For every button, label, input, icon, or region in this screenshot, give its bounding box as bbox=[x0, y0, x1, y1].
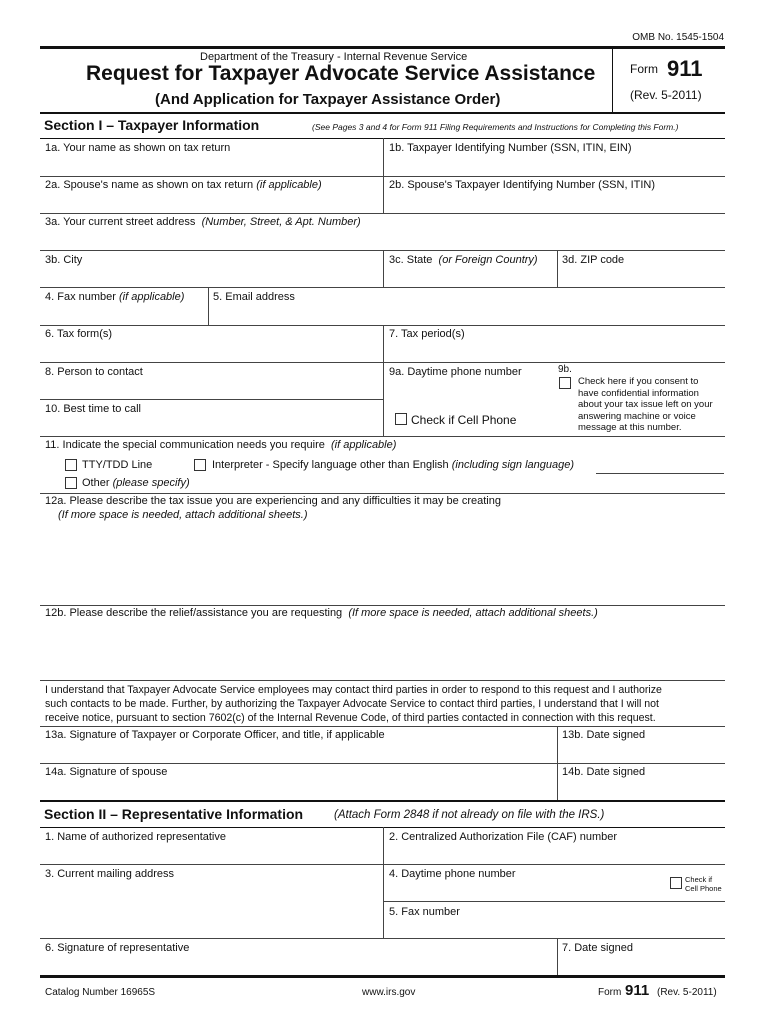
contact-person-input[interactable] bbox=[40, 378, 383, 398]
rep-field-1-label: 1. Name of authorized representative bbox=[45, 831, 226, 843]
rep-address-input[interactable] bbox=[40, 882, 383, 937]
field-5-label: 5. Email address bbox=[213, 291, 295, 303]
rep-phone-input[interactable] bbox=[384, 882, 664, 900]
rep-cell-phone-label: Check if Cell Phone bbox=[685, 875, 722, 893]
divider bbox=[40, 726, 725, 727]
third-party-consent: I understand that Taxpayer Advocate Service employees may contact third parties in order to respond to this request and I authorize such contacts to be made. Further, by authorizing the Taxpayer Advocate Service to contact third parties, I understand that I will not receive notice, pursuant to section 7602(c) of the Internal Revenue Code, of third parties contacted in connection with this request. bbox=[45, 684, 662, 724]
field-3b-label: 3b. City bbox=[45, 254, 83, 266]
spouse-name-input[interactable] bbox=[40, 192, 383, 212]
form-number: 911 bbox=[667, 56, 703, 81]
divider bbox=[40, 800, 725, 802]
field-2b-label: 2b. Spouse's Taxpayer Identifying Number (SSN, ITIN) bbox=[389, 179, 656, 191]
field-1a-label: 1a. Your name as shown on tax return bbox=[45, 142, 231, 154]
section-2-note: (Attach Form 2848 if not already on file with the IRS.) bbox=[334, 809, 605, 821]
footer-revision: (Rev. 5-2011) bbox=[657, 987, 717, 998]
divider bbox=[383, 250, 384, 287]
field-6-label: 6. Tax form(s) bbox=[45, 328, 113, 340]
field-3c-label: 3c. State (or Foreign Country) bbox=[389, 254, 538, 266]
field-3d-label: 3d. ZIP code bbox=[562, 254, 625, 266]
divider bbox=[40, 493, 725, 494]
spouse-signature-field[interactable] bbox=[40, 780, 556, 799]
divider bbox=[40, 436, 725, 437]
consent-checkbox[interactable] bbox=[559, 377, 571, 389]
form-subtitle: (And Application for Taxpayer Assistance Order) bbox=[155, 91, 501, 108]
cell-phone-label: Check if Cell Phone bbox=[411, 413, 517, 427]
divider bbox=[40, 399, 383, 400]
rep-field-4-label: 4. Daytime phone number bbox=[389, 868, 516, 880]
section-1-title: Section I – Taxpayer Information bbox=[44, 117, 260, 133]
zip-input[interactable] bbox=[558, 267, 725, 287]
other-label: Other (please specify) bbox=[82, 477, 190, 489]
divider bbox=[40, 287, 725, 288]
divider bbox=[40, 362, 725, 363]
footer-form-word: Form bbox=[598, 987, 622, 998]
tty-label: TTY/TDD Line bbox=[82, 459, 153, 471]
divider bbox=[557, 938, 558, 975]
field-7-label: 7. Tax period(s) bbox=[389, 328, 465, 340]
rep-field-6-label: 6. Signature of representative bbox=[45, 942, 190, 954]
other-checkbox[interactable] bbox=[65, 477, 77, 489]
divider bbox=[40, 46, 725, 49]
field-3a-label: 3a. Your current street address (Number, Street, & Apt. Number) bbox=[45, 216, 361, 228]
field-9b-label: 9b. bbox=[558, 364, 572, 375]
divider bbox=[40, 763, 725, 764]
divider bbox=[40, 176, 725, 177]
divider bbox=[40, 864, 725, 865]
email-input[interactable] bbox=[209, 304, 725, 324]
name-input[interactable] bbox=[40, 155, 383, 175]
cell-phone-checkbox[interactable] bbox=[395, 413, 407, 425]
field-13b-label: 13b. Date signed bbox=[562, 729, 646, 741]
spouse-date-input[interactable] bbox=[558, 780, 725, 799]
rep-field-7-label: 7. Date signed bbox=[562, 942, 633, 954]
interpreter-checkbox[interactable] bbox=[194, 459, 206, 471]
field-9a-label: 9a. Daytime phone number bbox=[389, 366, 522, 378]
interpreter-label: Interpreter - Specify language other than English (including sign language) bbox=[212, 459, 575, 471]
tty-checkbox[interactable] bbox=[65, 459, 77, 471]
tax-issue-textarea[interactable] bbox=[40, 523, 725, 603]
field-11-label: 11. Indicate the special communication needs you require (if applicable) bbox=[45, 439, 397, 451]
caf-number-input[interactable] bbox=[384, 844, 725, 863]
spouse-tin-input[interactable] bbox=[384, 192, 725, 212]
divider bbox=[40, 975, 725, 978]
form-title: Request for Taxpayer Advocate Service Assistance bbox=[86, 62, 596, 85]
city-input[interactable] bbox=[40, 267, 383, 287]
field-14b-label: 14b. Date signed bbox=[562, 766, 646, 778]
divider bbox=[40, 605, 725, 606]
rep-signature-field[interactable] bbox=[40, 955, 556, 974]
consent-text: Check here if you consent to have confidential information about your tax issue left on your answering machine or voice message at this number. bbox=[578, 376, 713, 433]
best-time-input[interactable] bbox=[40, 415, 383, 435]
form-word: Form bbox=[630, 62, 658, 76]
field-14a-label: 14a. Signature of spouse bbox=[45, 766, 168, 778]
field-2a-label: 2a. Spouse's name as shown on tax return (if applicable) bbox=[45, 179, 322, 191]
rep-fax-input[interactable] bbox=[384, 919, 725, 937]
field-10-label: 10. Best time to call bbox=[45, 403, 141, 415]
street-address-input[interactable] bbox=[40, 229, 725, 249]
field-8-label: 8. Person to contact bbox=[45, 366, 143, 378]
section-2-title: Section II – Representative Information bbox=[44, 806, 304, 822]
language-input[interactable] bbox=[596, 458, 724, 474]
taxpayer-signature-field[interactable] bbox=[40, 743, 556, 763]
footer-form-number: 911 bbox=[625, 982, 650, 999]
state-input[interactable] bbox=[384, 267, 556, 287]
divider bbox=[612, 49, 613, 112]
rep-field-3-label: 3. Current mailing address bbox=[45, 868, 175, 880]
website: www.irs.gov bbox=[362, 987, 416, 998]
divider bbox=[208, 287, 209, 325]
divider bbox=[40, 112, 725, 114]
field-1b-label: 1b. Taxpayer Identifying Number (SSN, ITIN, EIN) bbox=[389, 142, 632, 154]
rep-cell-phone-checkbox[interactable] bbox=[670, 877, 682, 889]
tin-input[interactable] bbox=[384, 155, 725, 175]
department: Department of the Treasury - Internal Revenue Service bbox=[200, 51, 468, 63]
section-1-note: (See Pages 3 and 4 for Form 911 Filing Requirements and Instructions for Completing this Form.) bbox=[312, 122, 679, 132]
divider bbox=[557, 250, 558, 287]
field-4-label: 4. Fax number (if applicable) bbox=[45, 291, 185, 303]
relief-textarea[interactable] bbox=[40, 622, 725, 678]
field-12a-note: (If more space is needed, attach additional sheets.) bbox=[58, 509, 308, 521]
rep-field-2-label: 2. Centralized Authorization File (CAF) number bbox=[389, 831, 618, 843]
divider bbox=[40, 213, 725, 214]
daytime-phone-input[interactable] bbox=[384, 380, 549, 405]
divider bbox=[40, 680, 725, 681]
rep-name-input[interactable] bbox=[40, 844, 383, 863]
tax-forms-input[interactable] bbox=[40, 341, 383, 361]
fax-input[interactable] bbox=[40, 304, 207, 324]
rep-date-input[interactable] bbox=[558, 955, 725, 974]
tax-periods-input[interactable] bbox=[384, 341, 725, 361]
catalog-number: Catalog Number 16965S bbox=[45, 987, 156, 998]
field-12b-label: 12b. Please describe the relief/assistance you are requesting (If more space is needed, attach additional sheets.) bbox=[45, 607, 598, 619]
field-13a-label: 13a. Signature of Taxpayer or Corporate Officer, and title, if applicable bbox=[45, 729, 385, 741]
field-12a-label: 12a. Please describe the tax issue you are experiencing and any difficulties it may be creating bbox=[45, 495, 501, 507]
rep-field-5-label: 5. Fax number bbox=[389, 906, 460, 918]
divider bbox=[383, 901, 725, 902]
omb-number: OMB No. 1545-1504 bbox=[632, 32, 724, 43]
divider bbox=[40, 938, 725, 939]
taxpayer-date-input[interactable] bbox=[558, 743, 725, 763]
revision: (Rev. 5-2011) bbox=[630, 88, 702, 102]
